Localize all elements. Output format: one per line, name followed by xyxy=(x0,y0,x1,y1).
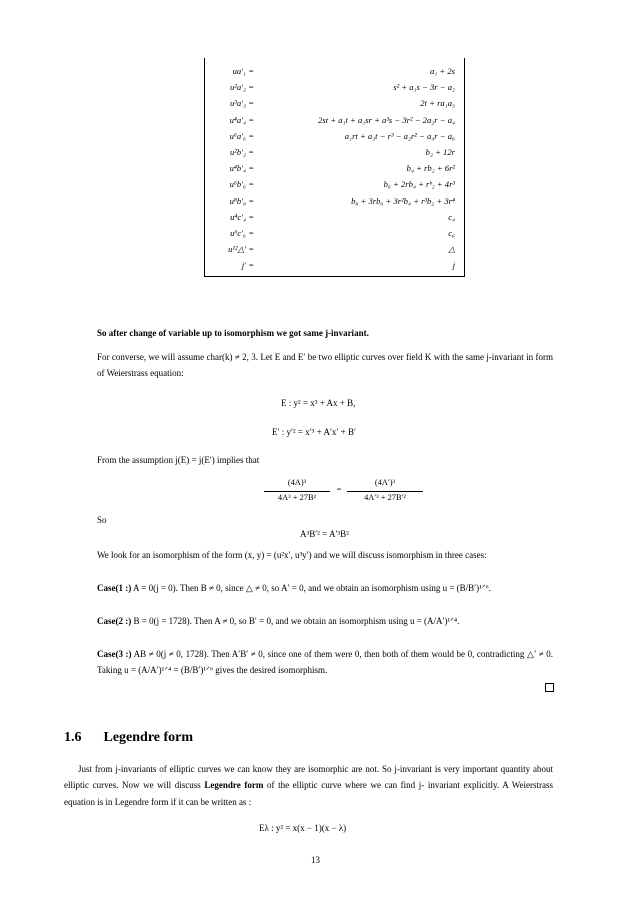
row-lhs: u⁶b′₆ = xyxy=(229,179,254,190)
page-number: 13 xyxy=(311,855,320,865)
frac-right-bar xyxy=(347,491,423,492)
row-rhs: a₁rt + a₃t − r³ − a₂r² − a₄r − a₆ xyxy=(344,130,455,141)
equation-e-prime: E′ : y′² = x′³ + A′x′ + B′ xyxy=(272,427,356,437)
case-1 xyxy=(97,580,553,596)
legendre-text-a: Just from j-invariants of elliptic curves we can know they are isomorphic are not. So j-invariant is very important quantity about elliptic curves. Now we will discuss xyxy=(64,764,553,791)
row-rhs: c₄ xyxy=(448,211,455,222)
section-number: 1.6 xyxy=(64,730,82,745)
table-row xyxy=(205,162,464,175)
row-rhs: b₈ + 3rb₆ + 3r²b₄ + r³b₂ + 3r⁴ xyxy=(351,195,455,206)
case-3-label: Case(3 :) xyxy=(97,649,132,659)
conclusion-line: So after change of variable up to isomorphism we got same j-invariant. xyxy=(97,328,369,338)
section-heading xyxy=(64,730,193,746)
case-2-label: Case(2 :) xyxy=(97,616,132,626)
case-1-label: Case(1 :) xyxy=(97,583,132,593)
paragraph-legendre xyxy=(64,761,553,810)
equation-legendre: Eλ : y² = x(x − 1)(x − λ) xyxy=(259,823,347,833)
row-lhs: u⁴a′₄ = xyxy=(229,114,254,125)
so-label: So xyxy=(97,515,107,525)
row-rhs: j xyxy=(452,260,455,271)
row-rhs: 2t + ra₁a₃ xyxy=(420,98,455,109)
row-lhs: ua′₁ = xyxy=(232,66,254,76)
row-lhs: u⁶a′₆ = xyxy=(229,130,254,141)
transformation-table xyxy=(204,58,465,277)
frac-right-denominator: 4A′³ + 27B′² xyxy=(364,493,406,502)
case-2-text: B = 0(j = 1728). Then A ≠ 0, so B′ = 0, and we obtain an isomorphism using u = (A/A′)¹ᐟ⁴. xyxy=(131,616,460,626)
table-row xyxy=(205,195,464,208)
row-rhs: b₆ + 2rb₄ + rᵇ₂ + 4r³ xyxy=(383,179,455,190)
case-1-text: A = 0(j = 0). Then B ≠ 0, since △ ≠ 0, so A′ = 0, and we obtain an isomorphism using u = (B/B′)¹ᐟ⁶. xyxy=(131,583,492,593)
row-lhs: j′ = xyxy=(241,260,254,271)
section-title: Legendre form xyxy=(103,730,194,745)
frac-left-bar xyxy=(264,491,330,492)
paragraph-isomorphism: We look for an isomorphism of the form (x, y) = (u²x′, u³y′) and we will discuss isomorphism in three cases: xyxy=(97,550,487,560)
qed-square-icon xyxy=(545,683,554,692)
row-rhs: s² + a₁s − 3r − a₂ xyxy=(393,82,455,93)
paragraph-converse: For converse, we will assume char(k) ≠ 2, 3. Let E and E′ be two elliptic curves over field K with the same j-invariant in form of Weierstrass equation: xyxy=(97,352,553,379)
equation-e: E : y² = x³ + Ax + B, xyxy=(281,398,356,408)
table-row xyxy=(205,65,464,78)
table-row xyxy=(205,259,464,272)
table-row xyxy=(205,81,464,94)
row-rhs: △ xyxy=(448,244,455,255)
frac-left-numerator: (4A)³ xyxy=(287,478,307,487)
row-lhs: u⁴c′₄ = xyxy=(230,211,254,222)
case-2 xyxy=(97,613,553,629)
row-rhs: b₂ + 12r xyxy=(425,147,455,157)
frac-left-denominator: 4A³ + 27B² xyxy=(277,493,317,502)
row-lhs: u⁶c′₆ = xyxy=(230,228,254,238)
table-row xyxy=(205,146,464,159)
row-lhs: u¹²△′ = xyxy=(228,244,254,255)
row-rhs: b₄ + rb₂ + 6r² xyxy=(406,163,455,174)
table-row xyxy=(205,114,464,127)
frac-right-numerator: (4A′)³ xyxy=(374,478,396,487)
table-row xyxy=(205,243,464,256)
case-3-text: AB ≠ 0(j ≠ 0, 1728). Then A′B′ ≠ 0, since one of them were 0, then both of them would be 0, contradicting △′ ≠ 0. Taking u = (A/A′)¹ᐟ⁴ = (B/B′)¹ᐟ⁶ gives the desired isomorphism. xyxy=(97,649,553,676)
row-lhs: u³a′₃ = xyxy=(230,98,254,109)
row-lhs: u²a′₂ = xyxy=(230,82,254,93)
paragraph-assumption: From the assumption j(E) = j(E′) implies that xyxy=(97,455,260,465)
table-row xyxy=(205,97,464,110)
row-lhs: u⁸b′₈ = xyxy=(229,195,254,206)
table-row xyxy=(205,227,464,240)
row-rhs: c₆ xyxy=(448,228,455,238)
row-rhs: a₁ + 2s xyxy=(429,66,455,76)
equation-relation: A³B′² = A′³B² xyxy=(300,529,349,539)
table-row xyxy=(205,130,464,143)
table-row xyxy=(205,211,464,224)
legendre-text-bold: Legendre form xyxy=(204,780,264,791)
legendre-text-c: of the elliptic curve where we can find j- invariant explicitly. A Weierstrass equation is in Legendre form if it can be written as : xyxy=(64,780,553,807)
case-3 xyxy=(97,646,553,679)
frac-equals: = xyxy=(336,485,342,494)
row-lhs: u⁴b′₄ = xyxy=(229,163,254,174)
row-rhs: 2st + a₁t + a₁sr + a³s − 3r² − 2a₂r − a₄ xyxy=(318,114,455,125)
table-row xyxy=(205,178,464,191)
row-lhs: u²b′₂ = xyxy=(230,147,254,157)
